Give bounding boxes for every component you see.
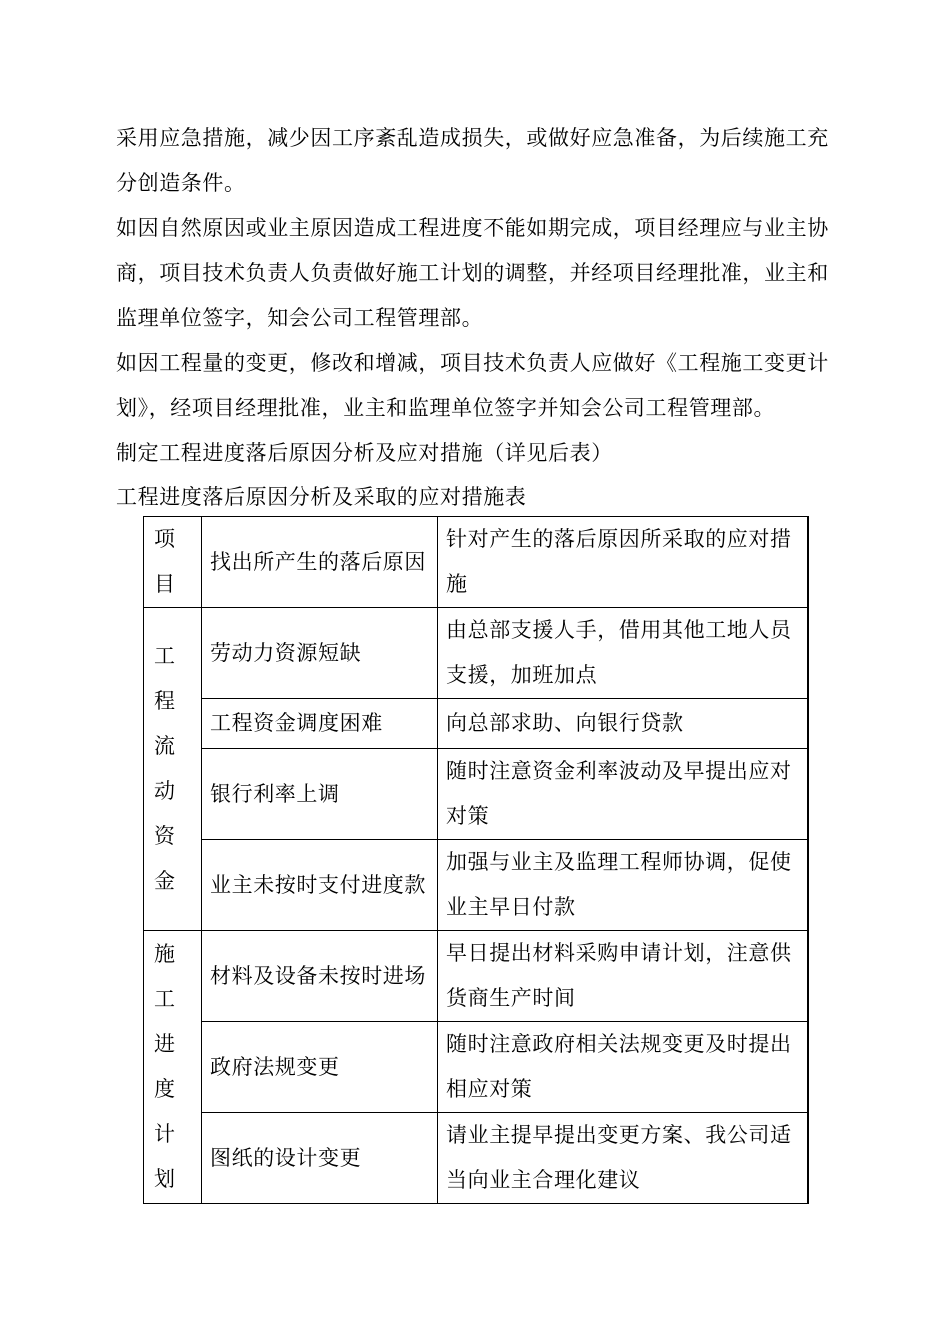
table-row (144, 1022, 808, 1113)
table-row (144, 699, 808, 749)
measure-cell: 请业主提早提出变更方案、我公司适当向业主合理化建议 (438, 1113, 808, 1204)
cause-cell: 材料及设备未按时进场 (202, 931, 438, 1022)
table-row (144, 608, 808, 699)
table-title: 工程进度落后原因分析及采取的应对措施表 (116, 485, 527, 509)
cause-cell: 业主未按时支付进度款 (202, 840, 438, 931)
cause-cell: 工程资金调度困难 (202, 699, 438, 749)
cause-cell: 劳动力资源短缺 (202, 608, 438, 699)
table-row (144, 1113, 808, 1204)
measure-cell: 早日提出材料采购申请计划，注意供货商生产时间 (438, 931, 808, 1022)
measure-cell: 随时注意政府相关法规变更及时提出相应对策 (438, 1022, 808, 1113)
table-row (144, 749, 808, 840)
category-cell-schedule: 施工进度计划 (144, 931, 202, 1204)
measure-cell: 加强与业主及监理工程师协调，促使业主早日付款 (438, 840, 808, 931)
paragraph-quantity-changes: 如因工程量的变更，修改和增减，项目技术负责人应做好《工程施工变更计划》，经项目经理批准，业主和监理单位签字并知会公司工程管理部。 (116, 351, 829, 420)
table-row (144, 931, 808, 1022)
table-row (144, 840, 808, 931)
header-item: 项目 (144, 517, 202, 608)
delay-measures-table (143, 516, 809, 1204)
header-cause: 找出所产生的落后原因 (202, 517, 438, 608)
paragraph-emergency-measures: 采用应急措施，减少因工序紊乱造成损失，或做好应急准备，为后续施工充分创造条件。 (116, 126, 829, 195)
cause-cell: 银行利率上调 (202, 749, 438, 840)
cause-cell: 图纸的设计变更 (202, 1113, 438, 1204)
header-measure: 针对产生的落后原因所采取的应对措施 (438, 517, 808, 608)
measure-cell: 由总部支援人手，借用其他工地人员支援，加班加点 (438, 608, 808, 699)
measure-cell: 随时注意资金利率波动及早提出应对对策 (438, 749, 808, 840)
table-header-row (144, 517, 808, 608)
paragraph-natural-causes: 如因自然原因或业主原因造成工程进度不能如期完成，项目经理应与业主协商，项目技术负责人负责做好施工计划的调整，并经项目经理批准，业主和监理单位签字，知会公司工程管理部。 (116, 216, 829, 330)
paragraph-analysis-intro: 制定工程进度落后原因分析及应对措施（详见后表） (116, 441, 613, 465)
measure-cell: 向总部求助、向银行贷款 (438, 699, 808, 749)
cause-cell: 政府法规变更 (202, 1022, 438, 1113)
category-cell-funds: 工程流动资金 (144, 608, 202, 931)
